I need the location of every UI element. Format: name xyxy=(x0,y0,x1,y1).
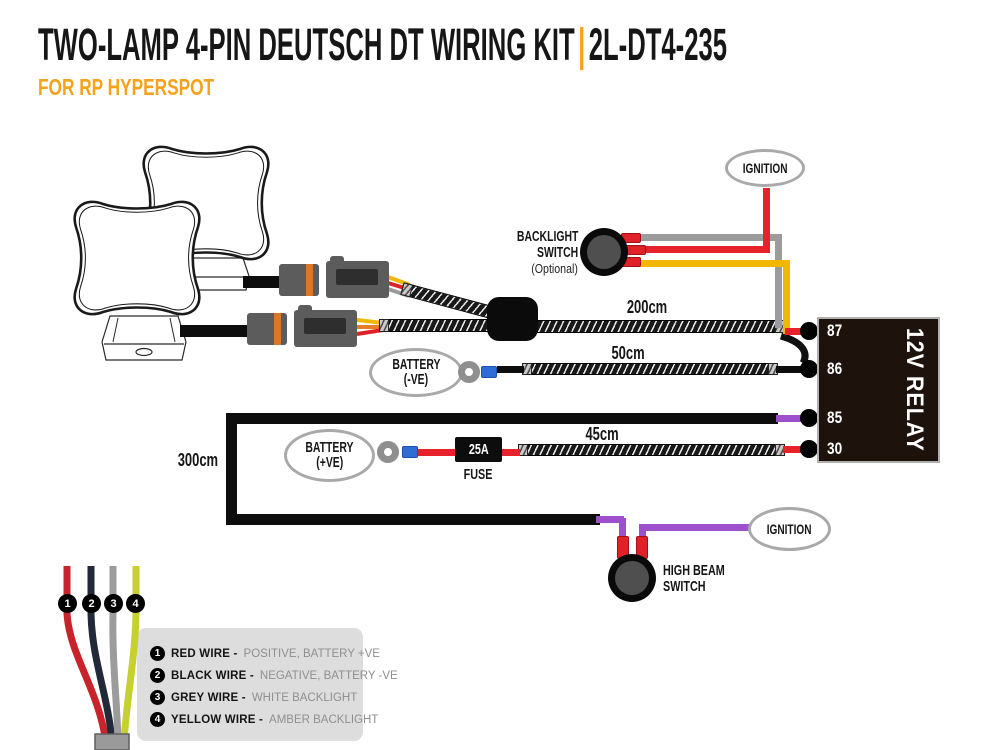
title-text: TWO-LAMP 4-PIN DEUTSCH DT WIRING KIT xyxy=(38,19,575,70)
deutsch-receptacle-upper xyxy=(326,261,389,298)
legend-number-badge: 1 xyxy=(150,646,165,661)
power-cable-300cm-left xyxy=(226,413,237,525)
red-lead-fuse-out xyxy=(499,449,520,456)
grey-wire-horizontal xyxy=(640,234,782,241)
legend-number-badge: 3 xyxy=(150,690,165,705)
lamp-pod-rear xyxy=(144,147,269,290)
loom-harness-200cm xyxy=(537,320,785,333)
relay-pin-30: 30 xyxy=(827,439,843,458)
loom-lamp-upper xyxy=(400,282,492,318)
legend-row-red: 1 RED WIRE - POSITIVE, BATTERY +VE xyxy=(150,646,363,661)
legend-black-wire xyxy=(91,566,112,742)
legend-row-black: 2 BLACK WIRE - NEGATIVE, BATTERY -VE xyxy=(150,668,363,683)
black-jumper-wire xyxy=(781,336,805,363)
loom-battery-neg-50cm xyxy=(522,363,778,375)
legend-row-yellow: 4 YELLOW WIRE - AMBER BACKLIGHT xyxy=(150,712,363,727)
page-subtitle: FOR RP HYPERSPOT xyxy=(38,74,215,100)
red-lead-battery-pos xyxy=(417,449,457,456)
ignition-bottom-node: IGNITION xyxy=(748,507,831,551)
length-label-200cm: 200cm xyxy=(626,297,668,317)
red-wire-switch-horizontal xyxy=(640,246,770,253)
relay-pin-terminal xyxy=(800,440,818,458)
ring-terminal-icon xyxy=(458,361,480,383)
fuse-25a: 25A xyxy=(455,437,502,462)
legend-number-badge: 4 xyxy=(150,712,165,727)
purple-wire-ignition xyxy=(639,524,751,531)
legend-row-grey: 3 GREY WIRE - WHITE BACKLIGHT xyxy=(150,690,363,705)
wire-number-badge-2: 2 xyxy=(82,594,101,613)
battery-positive-node: BATTERY (+VE) xyxy=(284,429,375,482)
butt-crimp-icon xyxy=(402,446,418,458)
wire-number-badge-4: 4 xyxy=(126,594,145,613)
length-label-300cm: 300cm xyxy=(177,450,218,470)
legend-wires xyxy=(67,566,136,750)
yellow-wire-horizontal xyxy=(640,260,790,267)
black-lead-battery-neg xyxy=(497,366,524,373)
legend-red-wire xyxy=(67,566,106,742)
relay-pin-terminal xyxy=(800,409,818,427)
high-beam-switch-button-cap xyxy=(615,561,649,595)
connector-seal-icon xyxy=(274,313,281,345)
title-separator: | xyxy=(578,19,586,70)
ignition-top-node: IGNITION xyxy=(725,149,805,187)
power-cable-300cm-bottom xyxy=(226,514,600,525)
lamp-cable-front xyxy=(180,325,250,337)
ring-terminal-icon xyxy=(377,441,399,463)
legend-cable-sheath xyxy=(95,734,129,750)
battery-negative-node: BATTERY (-VE) xyxy=(369,348,463,397)
wire-number-badge-1: 1 xyxy=(58,594,77,613)
deutsch-plug-upper xyxy=(279,264,319,296)
fuse-label: FUSE xyxy=(464,466,493,483)
title-model-code: 2L-DT4-235 xyxy=(588,19,728,70)
legend-grey-wire xyxy=(113,566,118,742)
relay-pin-87: 87 xyxy=(827,321,843,340)
power-cable-300cm-top xyxy=(226,413,778,424)
deutsch-receptacle-lower xyxy=(294,310,357,347)
length-label-45cm: 45cm xyxy=(585,424,619,444)
connector-seal-icon xyxy=(306,264,313,296)
deutsch-plug-lower xyxy=(247,313,287,345)
backlight-switch-label: BACKLIGHT SWITCH (Optional) xyxy=(516,229,578,276)
legend-yellow-wire xyxy=(124,566,136,742)
relay-pin-terminal xyxy=(800,360,818,378)
grey-wire-vertical xyxy=(775,234,782,328)
wire-legend-panel xyxy=(137,628,398,741)
lamp-cable-rear xyxy=(243,276,281,288)
page-title xyxy=(38,19,1000,70)
relay-pin-terminal xyxy=(800,322,818,340)
yellow-wire-vertical xyxy=(783,260,790,334)
relay-12v xyxy=(817,317,940,463)
relay-pin-86: 86 xyxy=(827,359,843,378)
butt-crimp-icon xyxy=(481,366,497,378)
legend-number-badge: 2 xyxy=(150,668,165,683)
relay-pin-85: 85 xyxy=(827,408,843,427)
loom-battery-pos-45cm xyxy=(518,444,785,456)
red-wire-ignition-vertical xyxy=(763,188,770,253)
wire-number-badge-3: 3 xyxy=(104,594,123,613)
harness-junction xyxy=(487,297,538,341)
relay-label: 12V RELAY xyxy=(901,328,928,452)
high-beam-switch-label: HIGH BEAM SWITCH xyxy=(663,562,725,595)
loom-lamp-lower xyxy=(379,319,490,332)
length-label-50cm: 50cm xyxy=(611,343,645,363)
backlight-switch-button-cap xyxy=(587,235,621,269)
